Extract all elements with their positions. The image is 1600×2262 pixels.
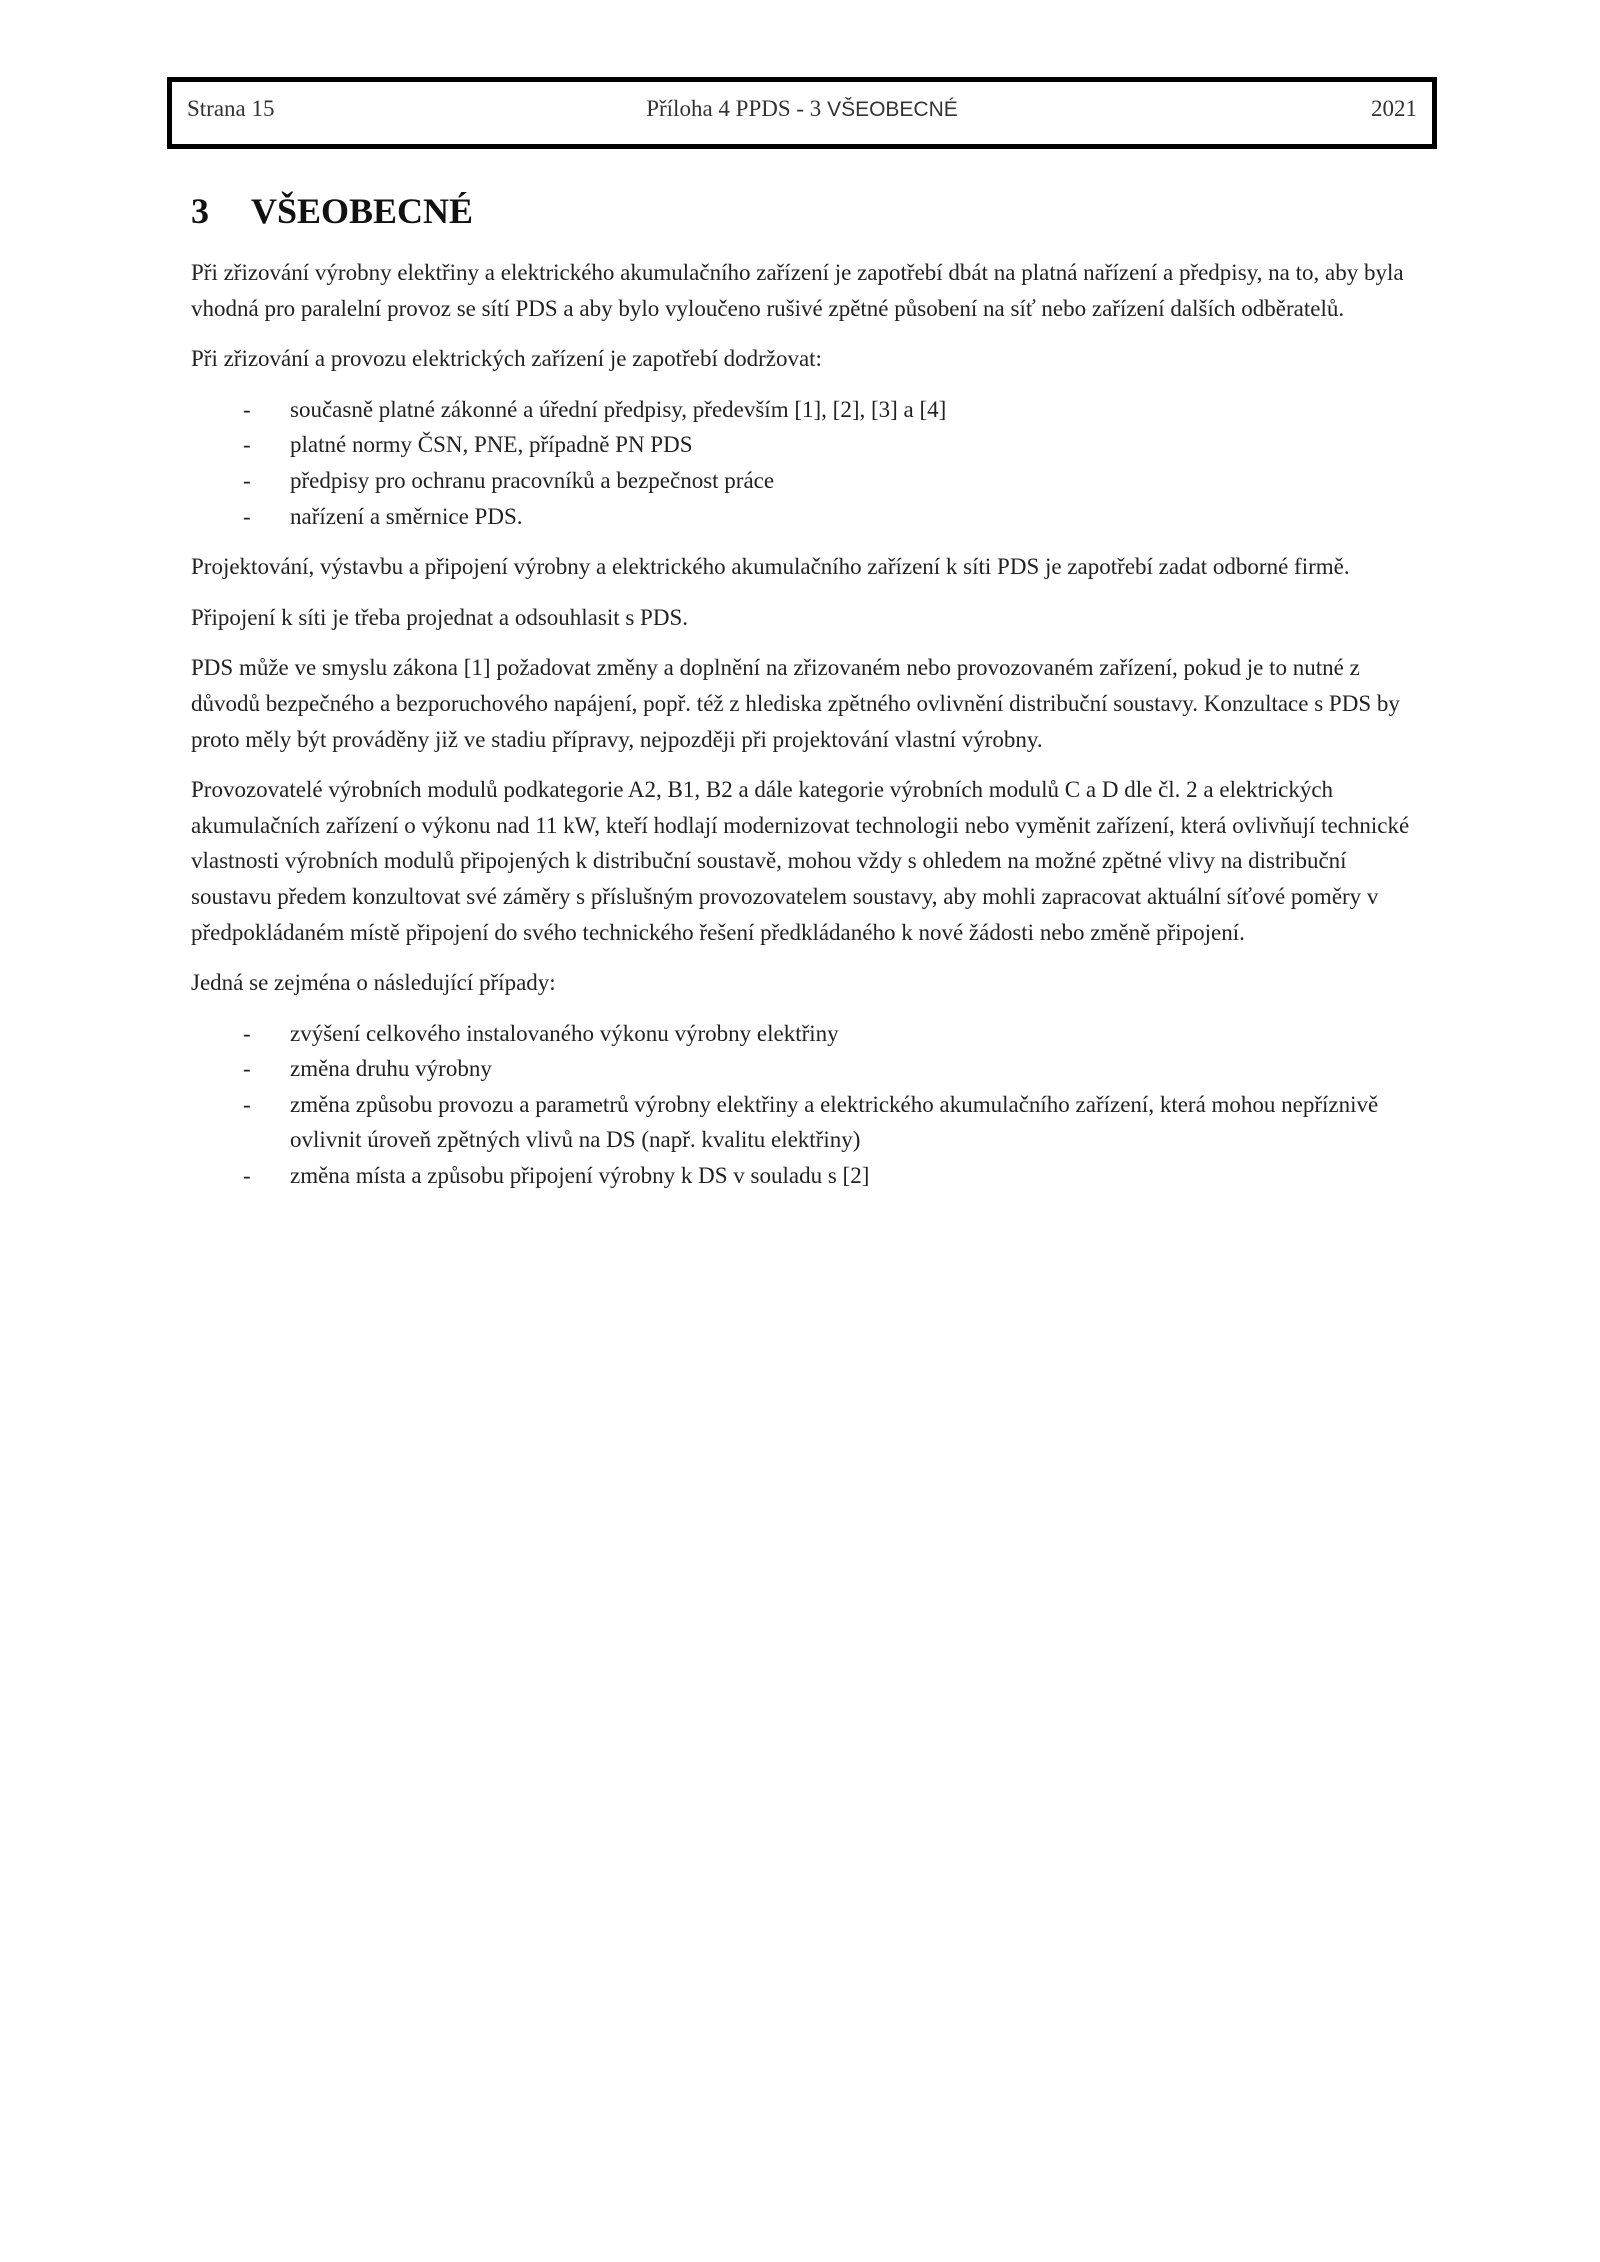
page-number: Strana 15: [187, 96, 275, 121]
list-item: [191, 392, 1416, 428]
bullet-dash: -: [243, 396, 251, 422]
list-item-text: změna místa a způsobu připojení výrobny k DS v souladu s [2]: [290, 1163, 870, 1189]
header-year: 2021: [1371, 96, 1417, 121]
cases-list: [191, 1016, 1416, 1194]
section-heading: [191, 190, 473, 232]
list-item-text: změna způsobu provozu a parametrů výrobny elektřiny a elektrického akumulačního zařízení, která mohou nepříznivě ovlivnit úroveň zpětných vlivů na DS (např. kvalitu elektřiny): [290, 1091, 1379, 1153]
list-item: [191, 1087, 1416, 1158]
list-item-text: nařízení a směrnice PDS.: [290, 503, 523, 529]
header-title-section: VŠEOBECNÉ: [827, 98, 958, 121]
list-item-text: současně platné zákonné a úřední předpisy, především [1], [2], [3] a [4]: [290, 396, 947, 422]
list-item-text: změna druhu výrobny: [290, 1056, 492, 1082]
page-header: [167, 77, 1437, 149]
list-item: [191, 1158, 1416, 1194]
requirements-list: [191, 392, 1416, 534]
paragraph: PDS může ve smyslu zákona [1] požadovat změny a doplnění na zřizovaném nebo provozovaném zařízení, pokud je to nutné z důvodů bezpečného a bezporuchového napájení, popř. též z hlediska zpětného ovlivnění distribuční soustavy. Konzultace s PDS by proto měly být prováděny již ve stadiu přípravy, nejpozději při projektování vlastní výrobny.: [191, 655, 1400, 752]
bullet-dash: -: [243, 1056, 251, 1082]
header-title-main: Příloha 4 PPDS - 3: [646, 96, 828, 121]
paragraph: Projektování, výstavbu a připojení výrobny a elektrického akumulačního zařízení k síti PDS je zapotřebí zadat odborné firmě.: [191, 554, 1350, 580]
bullet-dash: -: [243, 432, 251, 458]
bullet-dash: -: [243, 1020, 251, 1046]
list-item: [191, 427, 1416, 463]
header-title: [646, 96, 958, 122]
paragraph: Provozovatelé výrobních modulů podkategorie A2, B1, B2 a dále kategorie výrobních modulů C a D dle čl. 2 a elektrických akumulačních zařízení o výkonu nad 11 kW, kteří hodlají modernizovat technologii nebo vyměnit zařízení, která ovlivňují technické vlastnosti výrobních modulů připojených k distribuční soustavě, mohou vždy s ohledem na možné zpětné vlivy na distribuční soustavu předem konzultovat své záměry s příslušným provozovatelem soustavy, aby mohli zapracovat aktuální síťové poměry v předpokládaném místě připojení do svého technického řešení předkládaného k nové žádosti nebo změně připojení.: [191, 777, 1410, 945]
paragraph: Připojení k síti je třeba projednat a odsouhlasit s PDS.: [191, 604, 689, 630]
bullet-dash: -: [243, 1163, 251, 1189]
list-item-text: předpisy pro ochranu pracovníků a bezpečnost práce: [290, 467, 775, 493]
document-body: [191, 255, 1416, 1209]
paragraph: Při zřizování a provozu elektrických zařízení je zapotřebí dodržovat:: [191, 346, 822, 372]
list-item: [191, 499, 1416, 535]
paragraph: Jedná se zejména o následující případy:: [191, 970, 556, 996]
list-item: [191, 1016, 1416, 1052]
section-title: VŠEOBECNÉ: [251, 191, 474, 231]
list-item: [191, 1051, 1416, 1087]
paragraph: Při zřizování výrobny elektřiny a elektrického akumulačního zařízení je zapotřebí dbát na platná nařízení a předpisy, na to, aby byla vhodná pro paralelní provoz se sítí PDS a aby bylo vyloučeno rušivé zpětné působení na síť nebo zařízení dalších odběratelů.: [191, 260, 1404, 321]
section-number: 3: [191, 191, 209, 231]
list-item-text: zvýšení celkového instalovaného výkonu výrobny elektřiny: [290, 1020, 839, 1046]
bullet-dash: -: [243, 1091, 251, 1117]
bullet-dash: -: [243, 503, 251, 529]
list-item-text: platné normy ČSN, PNE, případně PN PDS: [290, 432, 693, 458]
list-item: [191, 463, 1416, 499]
bullet-dash: -: [243, 467, 251, 493]
